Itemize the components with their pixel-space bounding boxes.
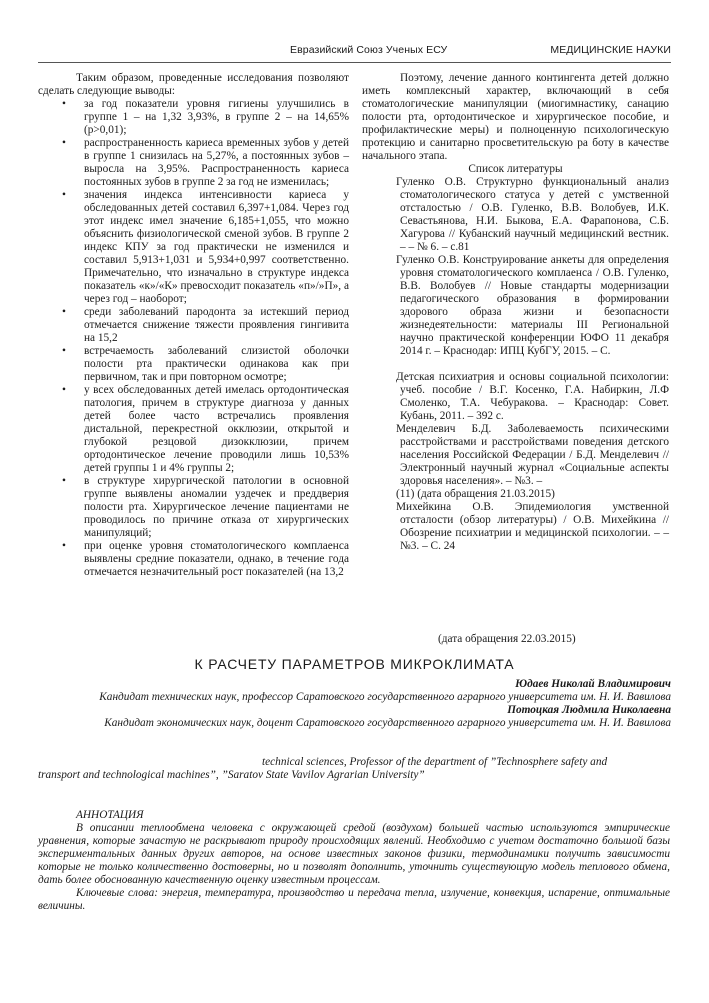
abstract-text: В описании теплообмена человека с окружающей средой (воздухом) большей частью используются эмпирические уравнения, которые зачастую не раскрывают природу происходящих явлений. Необходимо с учетом достаточно большой базы экспериментальных данных других авторов, на основе известных законов физики, термодинамики получить зависимости которые не только количественно достоверны, но и позволят дополнить, уточнить существующую модель теплового обмена, дать более обоснованную качественную оценку известным процессам. [38, 822, 670, 886]
journal-name: Евразийский Союз Ученых ЕСУ [290, 44, 448, 56]
list-item: • за год показатели уровня гигиены улучшились в группе 1 – на 1,32 3,93%, в группе 2 – на 14,65% (p>0,01); [62, 98, 349, 136]
header-divider [38, 62, 671, 63]
bullet-icon: • [62, 475, 66, 487]
conclusions-intro: Таким образом, проведенные исследования позволяют сделать следующие выводы: [38, 72, 349, 97]
reference-item: Менделевич Б.Д. Заболеваемость психическими расстройствами и расстройствами поведения детского населения Российской Федерации / Б.Д. Менделевич // Электронный научный журнал «Социальные аспекты здоровья населения». – №3. – [396, 423, 669, 487]
list-item: • при оценке уровня стоматологического комплаенса выявлены средние показатели, однако, в течение года отмечается незначительный рост показателей (на 13,2 [62, 540, 349, 578]
reference-item: Гуленко О.В. Структурно функциональный анализ стоматологического статуса у детей с умственной отсталостью / О.В. Гуленко, В.В. Волобуев, И.К. Севастьянова, Н.И. Быкова, Е.А. Фарапонова, С.Б. Хагурова // Кубанский научный медицинский вестник. – – № 6. – с.81 [396, 176, 669, 253]
bullet-icon: • [62, 540, 66, 552]
abstract-heading: АННОТАЦИЯ [76, 809, 144, 821]
author-affiliation-en: transport and technological machines”, ”Saratov State Vavilov Agrarian University” [38, 769, 425, 781]
bullet-icon: • [62, 137, 66, 149]
keywords: Ключевые слова: энергия, температура, производство и передача тепла, излучение, конвекция, испарение, оптимальные величины. [38, 887, 670, 912]
conclusions-list [38, 98, 349, 579]
access-date: (дата обращения 22.03.2015) [438, 633, 576, 645]
references-heading: Список литературы [468, 163, 563, 175]
bullet-icon: • [62, 189, 66, 201]
article-title: К РАСЧЕТУ ПАРАМЕТРОВ МИКРОКЛИМАТА [194, 656, 515, 672]
bullet-icon: • [62, 345, 66, 357]
bullet-icon: • [62, 306, 66, 318]
abstract [38, 809, 670, 913]
list-item: • у всех обследованных детей имелась ортодонтическая патология, причем в структуре диагноза у данных детей более часто встречались проявления дистальной, перекрестной окклюзии, открытой и глубокой резцовой дизокклюзии, причем ортодонтическое лечение проводили лишь 10,53% детей группы 1 и 4% группы 2; [62, 384, 349, 474]
author-name: Потоцкая Людмила Николаевна [507, 704, 671, 716]
author-affiliation: Кандидат экономических наук, доцент Саратовского государственного аграрного университета им. Н. И. Вавилова [104, 717, 671, 729]
reference-item: Детская психиатрия и основы социальной психологии: учеб. пособие / В.Г. Косенко, Г.А. Набиркин, Л.Ф Смоленко, Т.А. Чебуракова. – Краснодар: Совет. Кубань, 2011. – 392 с. [396, 371, 669, 422]
reference-item: Михейкина О.В. Эпидемиология умственной отсталости (обзор литературы) / О.В. Михейкина // Обозрение психиатрии и медицинской психологии. – – №3. – С. 24 [396, 501, 669, 552]
bullet-icon: • [62, 384, 66, 396]
left-column [38, 72, 349, 579]
author-name: Юдаев Николай Владимирович [515, 678, 671, 690]
conclusion-paragraph: Поэтому, лечение данного контингента детей должно иметь комплексный характер, включающий в себя стоматологические манипуляции (миогимнастику, санацию полости рта, ортодонтическое и хирургическое пособие, и профилактические меры) и полноценную психологическую протекцию и санитарно просветительскую ра боту в качестве начального этапа. [362, 72, 669, 162]
bullet-icon: • [62, 98, 66, 110]
section-name: МЕДИЦИНСКИЕ НАУКИ [550, 44, 671, 56]
list-item: • среди заболеваний пародонта за истекший период отмечается снижение тяжести проявления гингивита на 15,2 [62, 306, 349, 344]
right-column [362, 72, 669, 553]
list-item: • значения индекса интенсивности кариеса у обследованных детей составил 6,397+1,084. Через год этот индекс имел значение 6,185+1,055, что можно объяснить физиологической сменой зубов. В группе 2 индекс КПУ за год практически не изменился и составил 5,913+1,031 и 5,934+0,997 соответственно. Примечательно, что изначально в структуре индекса показатель «к»/«К» превосходит показатель «п»/»П», а через год – наоборот; [62, 189, 349, 305]
reference-item: Гуленко О.В. Конструирование анкеты для определения уровня стоматологического комплаенса / О.В. Гуленко, В.В. Волобуев // Новые стандарты модернизации педагогического образования в формировании здорового образа жизни и безопасности жизнедеятельности: материалы III Региональной научно практической конференции ЮФО 11 декабря 2014 г. – Краснодар: ИПЦ КубГУ, 2015. – С. [396, 254, 669, 357]
list-item: • распространенность кариеса временных зубов у детей в группе 1 снизилась на 5,27%, а постоянных зубов – выросла на 3,95%. Распространенность кариеса постоянных зубов в группе 2 за год не изменилась; [62, 137, 349, 188]
author-affiliation: Кандидат технических наук, профессор Саратовского государственного аграрного университета им. Н. И. Вавилова [99, 691, 671, 703]
reference-item: (11) (дата обращения 21.03.2015) [396, 488, 555, 500]
list-item: • в структуре хирургической патологии в основной группе выявлены аномалии уздечек и преддверия полости рта. Хирургическое лечение пациентами не проводилось по причине отказа от хирургических манипуляций; [62, 475, 349, 539]
author-affiliation-en: technical sciences, Professor of the department of ”Technosphere safety and [262, 756, 608, 768]
list-item: • встречаемость заболеваний слизистой оболочки полости рта практически одинакова как при первичном, так и при повторном осмотре; [62, 345, 349, 383]
